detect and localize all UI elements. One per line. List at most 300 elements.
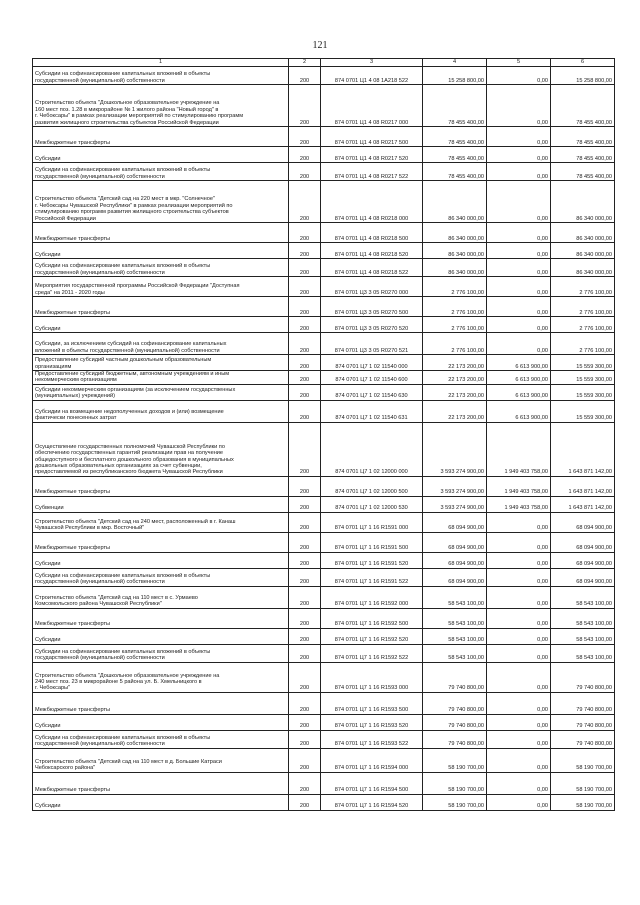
row-description xyxy=(33,748,289,772)
row-description xyxy=(33,628,289,644)
description-line: некоммерческим организациям xyxy=(35,377,117,384)
row-amount-col-5: 0,00 xyxy=(487,772,551,794)
row-description xyxy=(33,772,289,794)
description-line: Межбюджетные трансферты xyxy=(35,787,111,794)
table-row xyxy=(33,371,615,385)
row-budget-code: 874 0701 Ц1 4 08 R0217 500 xyxy=(321,127,423,147)
row-budget-code: 874 0701 Ц7 1 16 R1591 000 xyxy=(321,512,423,532)
row-column-2: 200 xyxy=(289,223,321,243)
row-amount-col-6: 86 340 000,00 xyxy=(551,223,615,243)
row-column-2: 200 xyxy=(289,772,321,794)
row-column-2: 200 xyxy=(289,67,321,85)
row-amount-col-4: 86 340 000,00 xyxy=(423,243,487,259)
row-amount-col-4: 2 776 100,00 xyxy=(423,333,487,355)
row-amount-col-4: 58 190 700,00 xyxy=(423,794,487,810)
row-amount-col-5: 0,00 xyxy=(487,317,551,333)
row-budget-code: 874 0701 Ц1 4 08 R0218 520 xyxy=(321,243,423,259)
row-description xyxy=(33,662,289,692)
row-description xyxy=(33,223,289,243)
row-column-2: 200 xyxy=(289,794,321,810)
row-amount-col-4: 22 173 200,00 xyxy=(423,355,487,371)
row-amount-col-4: 68 094 900,00 xyxy=(423,532,487,552)
table-body xyxy=(33,67,615,811)
row-description xyxy=(33,512,289,532)
row-amount-col-6: 1 643 871 142,00 xyxy=(551,422,615,476)
column-header: 3 xyxy=(321,59,423,67)
row-amount-col-5: 1 949 403 758,00 xyxy=(487,422,551,476)
row-column-2: 200 xyxy=(289,277,321,297)
description-line: Субвенции xyxy=(35,505,64,512)
row-amount-col-4: 58 543 100,00 xyxy=(423,644,487,662)
row-budget-code: 874 0701 Ц7 1 02 12000 530 xyxy=(321,496,423,512)
row-amount-col-4: 22 173 200,00 xyxy=(423,400,487,422)
row-column-2: 200 xyxy=(289,243,321,259)
row-amount-col-4: 58 543 100,00 xyxy=(423,628,487,644)
column-header: 4 xyxy=(423,59,487,67)
description-line: Субсидии xyxy=(35,561,61,568)
row-budget-code: 874 0701 Ц7 1 16 R1593 500 xyxy=(321,692,423,714)
description-line: Межбюджетные трансферты xyxy=(35,545,111,552)
row-description xyxy=(33,532,289,552)
row-budget-code: 874 0701 Ц1 4 08 R0217 520 xyxy=(321,147,423,163)
row-description xyxy=(33,644,289,662)
row-column-2: 200 xyxy=(289,730,321,748)
row-amount-col-6: 15 559 300,00 xyxy=(551,371,615,385)
table-row xyxy=(33,277,615,297)
row-amount-col-5: 0,00 xyxy=(487,181,551,223)
row-column-2: 200 xyxy=(289,297,321,317)
table-row xyxy=(33,384,615,400)
row-description xyxy=(33,127,289,147)
table-row xyxy=(33,608,615,628)
row-amount-col-4: 86 340 000,00 xyxy=(423,181,487,223)
row-amount-col-5: 0,00 xyxy=(487,794,551,810)
row-column-2: 200 xyxy=(289,532,321,552)
description-line: организациям xyxy=(35,363,72,370)
row-amount-col-5: 0,00 xyxy=(487,67,551,85)
row-description xyxy=(33,317,289,333)
row-column-2: 200 xyxy=(289,748,321,772)
row-amount-col-6: 58 190 700,00 xyxy=(551,772,615,794)
page-number: 121 xyxy=(312,40,328,51)
description-line: Субсидии на софинансирование капитальных вложений в объекты xyxy=(35,649,211,655)
description-line: Комсомольского района Чувашской Республики" xyxy=(35,601,162,608)
row-budget-code: 874 0701 Ц7 1 02 11540 631 xyxy=(321,400,423,422)
row-amount-col-6: 2 776 100,00 xyxy=(551,297,615,317)
row-amount-col-5: 0,00 xyxy=(487,223,551,243)
row-amount-col-4: 22 173 200,00 xyxy=(423,371,487,385)
description-line: развития жилищного строительства субъектов Российской Федерации xyxy=(35,119,219,126)
table-row xyxy=(33,552,615,568)
row-description xyxy=(33,147,289,163)
table-row xyxy=(33,259,615,277)
row-column-2: 200 xyxy=(289,692,321,714)
row-amount-col-5: 1 949 403 758,00 xyxy=(487,496,551,512)
row-amount-col-4: 3 593 274 900,00 xyxy=(423,496,487,512)
row-amount-col-5: 0,00 xyxy=(487,748,551,772)
row-amount-col-6: 79 740 800,00 xyxy=(551,714,615,730)
row-budget-code: 874 0701 Ц7 1 16 R1591 522 xyxy=(321,568,423,586)
row-column-2: 200 xyxy=(289,85,321,127)
row-amount-col-6: 15 559 300,00 xyxy=(551,384,615,400)
row-amount-col-6: 79 740 800,00 xyxy=(551,730,615,748)
table-row xyxy=(33,317,615,333)
description-line: фактически понесенных затрат xyxy=(35,415,117,422)
description-line: Субсидии xyxy=(35,155,61,162)
description-line: предоставляемой из республиканского бюджета Чувашской Республики xyxy=(35,469,223,476)
row-budget-code: 874 0701 Ц7 1 16 R1591 520 xyxy=(321,552,423,568)
row-budget-code: 874 0701 Ц7 1 16 R1593 522 xyxy=(321,730,423,748)
row-amount-col-4: 3 593 274 900,00 xyxy=(423,422,487,476)
description-line: Межбюджетные трансферты xyxy=(35,309,111,316)
description-line: Субсидии на софинансирование капитальных вложений в объекты xyxy=(35,167,211,174)
row-budget-code: 874 0701 Ц7 1 02 12000 500 xyxy=(321,476,423,496)
row-budget-code: 874 0701 Ц3 3 05 R0270 521 xyxy=(321,333,423,355)
row-description xyxy=(33,181,289,223)
row-budget-code: 874 0701 Ц7 1 16 R1592 522 xyxy=(321,644,423,662)
description-line: (муниципальных) учреждений) xyxy=(35,393,115,400)
row-amount-col-6: 58 543 100,00 xyxy=(551,586,615,608)
table-row xyxy=(33,628,615,644)
row-column-2: 200 xyxy=(289,400,321,422)
row-description xyxy=(33,400,289,422)
row-budget-code: 874 0701 Ц3 3 05 R0270 500 xyxy=(321,297,423,317)
row-amount-col-6: 78 455 400,00 xyxy=(551,147,615,163)
row-amount-col-6: 79 740 800,00 xyxy=(551,692,615,714)
row-amount-col-6: 78 455 400,00 xyxy=(551,127,615,147)
table-row xyxy=(33,714,615,730)
table-row xyxy=(33,748,615,772)
description-line: г. Чебоксары" xyxy=(35,685,71,692)
row-amount-col-6: 68 094 900,00 xyxy=(551,568,615,586)
row-description xyxy=(33,259,289,277)
description-line: Субсидии на возмещение недополученных доходов и (или) возмещение xyxy=(35,409,224,415)
table-row xyxy=(33,243,615,259)
row-amount-col-5: 0,00 xyxy=(487,568,551,586)
description-line: г. Чебоксары Чувашской Республики" в рамках реализации мероприятий по xyxy=(35,202,233,209)
row-amount-col-5: 0,00 xyxy=(487,297,551,317)
row-column-2: 200 xyxy=(289,608,321,628)
description-line: 160 мест поз. 1.28 в микрорайоне № 1 жилого района "Новый город" в xyxy=(35,106,219,113)
description-line: Строительство объекта "Детский сад на 240 мест, расположенный в г. Канаш xyxy=(35,519,236,525)
row-amount-col-4: 86 340 000,00 xyxy=(423,223,487,243)
description-line: Межбюджетные трансферты xyxy=(35,621,111,628)
row-amount-col-5: 0,00 xyxy=(487,163,551,181)
table-row xyxy=(33,496,615,512)
table-row xyxy=(33,400,615,422)
description-line: Субсидии xyxy=(35,637,61,644)
row-description xyxy=(33,496,289,512)
row-amount-col-5: 0,00 xyxy=(487,512,551,532)
row-amount-col-5: 0,00 xyxy=(487,85,551,127)
description-line: Межбюджетные трансферты xyxy=(35,139,111,146)
row-amount-col-6: 15 559 300,00 xyxy=(551,355,615,371)
row-column-2: 200 xyxy=(289,147,321,163)
description-line: Межбюджетные трансферты xyxy=(35,489,111,496)
column-header: 2 xyxy=(289,59,321,67)
row-amount-col-5: 0,00 xyxy=(487,552,551,568)
row-amount-col-5: 6 613 900,00 xyxy=(487,355,551,371)
row-description xyxy=(33,333,289,355)
row-amount-col-5: 0,00 xyxy=(487,127,551,147)
row-description xyxy=(33,714,289,730)
row-budget-code: 874 0701 Ц7 1 16 R1592 500 xyxy=(321,608,423,628)
description-line: Субсидии xyxy=(35,251,61,258)
row-amount-col-5: 0,00 xyxy=(487,259,551,277)
row-budget-code: 874 0701 Ц1 4 08 R0217 000 xyxy=(321,85,423,127)
table-row xyxy=(33,692,615,714)
row-description xyxy=(33,608,289,628)
row-amount-col-6: 2 776 100,00 xyxy=(551,317,615,333)
row-amount-col-4: 78 455 400,00 xyxy=(423,147,487,163)
row-budget-code: 874 0701 Ц1 4 08 R0218 000 xyxy=(321,181,423,223)
row-amount-col-4: 79 740 800,00 xyxy=(423,714,487,730)
row-amount-col-4: 15 258 800,00 xyxy=(423,67,487,85)
description-line: г. Чебоксары" в рамках реализации мероприятий по стимулированию программ xyxy=(35,113,244,120)
description-line: Строительство объекта "Детский сад на 110 мест в с. Урмаево xyxy=(35,595,198,601)
row-column-2: 200 xyxy=(289,644,321,662)
row-amount-col-6: 68 094 900,00 xyxy=(551,532,615,552)
row-budget-code: 874 0701 Ц7 1 16 R1591 500 xyxy=(321,532,423,552)
row-column-2: 200 xyxy=(289,628,321,644)
description-line: вложений в объекты государственной (муниципальной) собственности xyxy=(35,347,220,354)
row-column-2: 200 xyxy=(289,355,321,371)
row-column-2: 200 xyxy=(289,384,321,400)
description-line: Строительство объекта "Дошкольное образовательное учреждение на xyxy=(35,100,220,107)
row-description xyxy=(33,552,289,568)
row-budget-code: 874 0701 Ц7 1 02 11540 000 xyxy=(321,355,423,371)
row-amount-col-6: 2 776 100,00 xyxy=(551,277,615,297)
row-amount-col-4: 78 455 400,00 xyxy=(423,127,487,147)
row-amount-col-4: 58 190 700,00 xyxy=(423,748,487,772)
row-description xyxy=(33,163,289,181)
row-column-2: 200 xyxy=(289,163,321,181)
row-description xyxy=(33,422,289,476)
row-budget-code: 874 0701 Ц7 1 02 12000 000 xyxy=(321,422,423,476)
row-column-2: 200 xyxy=(289,317,321,333)
row-amount-col-5: 0,00 xyxy=(487,644,551,662)
row-budget-code: 874 0701 Ц7 1 16 R1592 000 xyxy=(321,586,423,608)
table-row xyxy=(33,422,615,476)
description-line: государственной (муниципальной) собственности xyxy=(35,579,165,586)
row-budget-code: 874 0701 Ц7 1 16 R1594 000 xyxy=(321,748,423,772)
row-amount-col-5: 0,00 xyxy=(487,243,551,259)
row-amount-col-5: 0,00 xyxy=(487,714,551,730)
description-line: Строительство объекта "Детский сад на 220 мест в мкр. "Солнечное" xyxy=(35,196,215,203)
row-budget-code: 874 0701 Ц1 4 08 R0217 522 xyxy=(321,163,423,181)
row-column-2: 200 xyxy=(289,259,321,277)
row-description xyxy=(33,277,289,297)
description-line: Мероприятия государственной программы Российской Федерации "Доступная xyxy=(35,283,240,290)
table-row xyxy=(33,127,615,147)
row-amount-col-6: 58 190 700,00 xyxy=(551,794,615,810)
table-row xyxy=(33,772,615,794)
row-amount-col-6: 86 340 000,00 xyxy=(551,259,615,277)
row-column-2: 200 xyxy=(289,496,321,512)
description-line: Российской Федерации xyxy=(35,215,96,222)
table-row xyxy=(33,355,615,371)
row-amount-col-5: 0,00 xyxy=(487,608,551,628)
row-column-2: 200 xyxy=(289,714,321,730)
row-description xyxy=(33,476,289,496)
row-amount-col-4: 3 593 274 900,00 xyxy=(423,476,487,496)
row-column-2: 200 xyxy=(289,586,321,608)
row-amount-col-6: 2 776 100,00 xyxy=(551,333,615,355)
row-amount-col-6: 15 258 800,00 xyxy=(551,67,615,85)
description-line: Субсидии xyxy=(35,723,61,730)
description-line: стимулированию программ развития жилищного строительства субъектов xyxy=(35,209,229,216)
description-line: Субсидии xyxy=(35,803,61,810)
row-amount-col-5: 0,00 xyxy=(487,147,551,163)
row-description xyxy=(33,297,289,317)
description-line: 240 мест поз. 23 в микрорайоне 5 района ул. Б. Хмельницкого в xyxy=(35,679,202,685)
row-budget-code: 874 0701 Ц7 1 16 R1594 500 xyxy=(321,772,423,794)
table-row xyxy=(33,568,615,586)
row-description xyxy=(33,355,289,371)
description-line: Чувашской Республики в мкр. Восточный" xyxy=(35,525,145,532)
description-line: Предоставление субсидий бюджетным, автономным учреждениям и иным xyxy=(35,371,230,377)
row-amount-col-4: 58 190 700,00 xyxy=(423,772,487,794)
row-amount-col-4: 22 173 200,00 xyxy=(423,384,487,400)
table-row xyxy=(33,476,615,496)
row-amount-col-4: 79 740 800,00 xyxy=(423,692,487,714)
row-description xyxy=(33,794,289,810)
row-column-2: 200 xyxy=(289,476,321,496)
row-budget-code: 874 0701 Ц7 1 16 R1592 520 xyxy=(321,628,423,644)
row-amount-col-6: 86 340 000,00 xyxy=(551,181,615,223)
row-amount-col-6: 1 643 871 142,00 xyxy=(551,496,615,512)
table-row xyxy=(33,223,615,243)
table-row xyxy=(33,67,615,85)
row-description xyxy=(33,85,289,127)
description-line: Межбюджетные трансферты xyxy=(35,235,111,242)
row-amount-col-4: 79 740 800,00 xyxy=(423,730,487,748)
row-amount-col-6: 58 190 700,00 xyxy=(551,748,615,772)
row-description xyxy=(33,67,289,85)
row-amount-col-6: 58 543 100,00 xyxy=(551,628,615,644)
row-budget-code: 874 0701 Ц7 1 02 11540 630 xyxy=(321,384,423,400)
row-description xyxy=(33,586,289,608)
row-amount-col-4: 2 776 100,00 xyxy=(423,277,487,297)
row-amount-col-5: 1 949 403 758,00 xyxy=(487,476,551,496)
row-amount-col-6: 58 543 100,00 xyxy=(551,608,615,628)
row-column-2: 200 xyxy=(289,181,321,223)
row-amount-col-5: 0,00 xyxy=(487,586,551,608)
row-amount-col-5: 0,00 xyxy=(487,628,551,644)
description-line: Субсидии на софинансирование капитальных вложений в объекты xyxy=(35,71,211,78)
row-description xyxy=(33,730,289,748)
table-row xyxy=(33,297,615,317)
description-line: Субсидии на софинансирование капитальных вложений в объекты xyxy=(35,263,211,270)
description-line: Субсидии на софинансирование капитальных вложений в объекты xyxy=(35,573,211,579)
description-line: государственной (муниципальной) собственности xyxy=(35,269,165,276)
description-line: Осуществление государственных полномочий Чувашской Республики по xyxy=(35,443,225,450)
table-row xyxy=(33,333,615,355)
description-line: государственной (муниципальной) собственности xyxy=(35,741,165,748)
row-column-2: 200 xyxy=(289,333,321,355)
row-column-2: 200 xyxy=(289,127,321,147)
description-line: обеспечению государственных гарантий реализации прав на получение xyxy=(35,450,224,457)
row-column-2: 200 xyxy=(289,568,321,586)
row-amount-col-4: 58 543 100,00 xyxy=(423,608,487,628)
description-line: Межбюджетные трансферты xyxy=(35,707,111,714)
row-budget-code: 874 0701 Ц1 4 08 1А218 522 xyxy=(321,67,423,85)
row-description xyxy=(33,568,289,586)
row-budget-code: 874 0701 Ц3 3 05 R0270 520 xyxy=(321,317,423,333)
column-header: 1 xyxy=(33,59,289,67)
column-header: 6 xyxy=(551,59,615,67)
table-row xyxy=(33,512,615,532)
row-amount-col-6: 68 094 900,00 xyxy=(551,552,615,568)
row-amount-col-4: 2 776 100,00 xyxy=(423,297,487,317)
row-budget-code: 874 0701 Ц7 1 16 R1593 000 xyxy=(321,662,423,692)
row-amount-col-6: 78 455 400,00 xyxy=(551,163,615,181)
row-amount-col-4: 58 543 100,00 xyxy=(423,586,487,608)
row-amount-col-4: 68 094 900,00 xyxy=(423,568,487,586)
row-amount-col-5: 0,00 xyxy=(487,532,551,552)
row-amount-col-6: 58 543 100,00 xyxy=(551,644,615,662)
table-row xyxy=(33,794,615,810)
description-line: Субсидии некоммерческим организациям (за исключением государственных xyxy=(35,387,236,393)
row-budget-code: 874 0701 Ц7 1 02 11540 600 xyxy=(321,371,423,385)
table-row xyxy=(33,586,615,608)
row-amount-col-4: 78 455 400,00 xyxy=(423,85,487,127)
row-amount-col-4: 68 094 900,00 xyxy=(423,552,487,568)
description-line: среда" на 2011 - 2020 годы xyxy=(35,289,105,296)
row-budget-code: 874 0701 Ц7 1 16 R1594 520 xyxy=(321,794,423,810)
description-line: Чебоксарского района" xyxy=(35,765,96,772)
description-line: государственной (муниципальной) собственности xyxy=(35,77,165,84)
table-row xyxy=(33,730,615,748)
row-amount-col-5: 6 613 900,00 xyxy=(487,384,551,400)
row-amount-col-4: 86 340 000,00 xyxy=(423,259,487,277)
column-header: 5 xyxy=(487,59,551,67)
row-amount-col-4: 79 740 800,00 xyxy=(423,662,487,692)
row-amount-col-6: 68 094 900,00 xyxy=(551,512,615,532)
row-description xyxy=(33,371,289,385)
row-budget-code: 874 0701 Ц3 3 05 R0270 000 xyxy=(321,277,423,297)
table-row xyxy=(33,644,615,662)
row-amount-col-5: 6 613 900,00 xyxy=(487,400,551,422)
row-amount-col-5: 0,00 xyxy=(487,730,551,748)
table-row xyxy=(33,147,615,163)
description-line: Строительство объекта "Дошкольное образовательное учреждение на xyxy=(35,672,220,679)
row-amount-col-6: 86 340 000,00 xyxy=(551,243,615,259)
row-amount-col-5: 0,00 xyxy=(487,662,551,692)
row-column-2: 200 xyxy=(289,422,321,476)
description-line: Субсидии на софинансирование капитальных вложений в объекты xyxy=(35,735,211,741)
description-line: Строительство объекта "Детский сад на 110 мест в д. Большие Катраси xyxy=(35,759,222,765)
row-column-2: 200 xyxy=(289,512,321,532)
row-amount-col-5: 0,00 xyxy=(487,692,551,714)
row-amount-col-5: 0,00 xyxy=(487,333,551,355)
description-line: государственной (муниципальной) собственности xyxy=(35,655,165,662)
table-row xyxy=(33,662,615,692)
row-column-2: 200 xyxy=(289,662,321,692)
description-line: Предоставление субсидий частным дошкольным образовательным xyxy=(35,357,212,364)
row-amount-col-5: 6 613 900,00 xyxy=(487,371,551,385)
table-row xyxy=(33,85,615,127)
row-column-2: 200 xyxy=(289,552,321,568)
row-amount-col-6: 79 740 800,00 xyxy=(551,662,615,692)
row-amount-col-5: 0,00 xyxy=(487,277,551,297)
row-description xyxy=(33,243,289,259)
description-line: Субсидии, за исключением субсидий на софинансирование капитальных xyxy=(35,341,227,348)
description-line: Субсидии xyxy=(35,325,61,332)
header-row xyxy=(33,59,615,67)
row-budget-code: 874 0701 Ц7 1 16 R1593 520 xyxy=(321,714,423,730)
row-budget-code: 874 0701 Ц1 4 08 R0218 522 xyxy=(321,259,423,277)
